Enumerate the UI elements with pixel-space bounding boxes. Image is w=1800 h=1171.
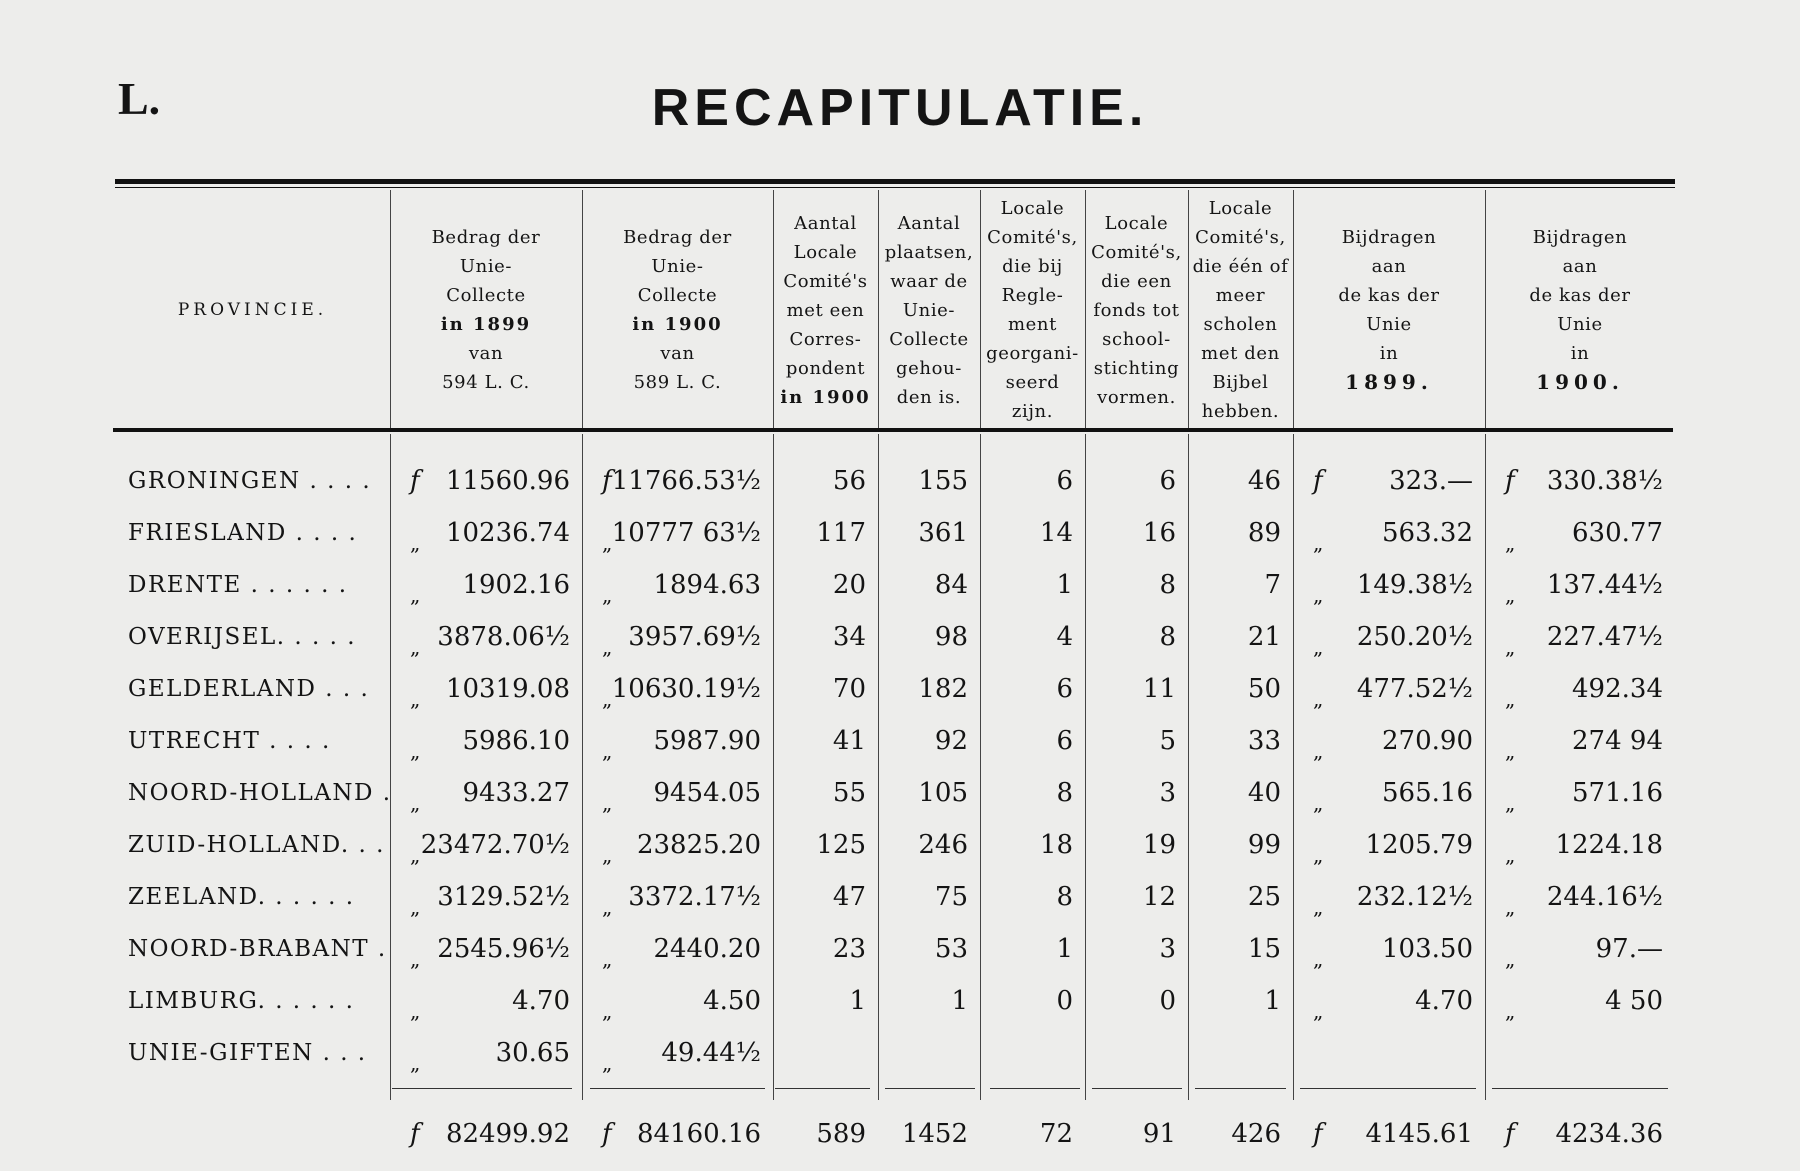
cell-c1899: 11560.96 [445, 466, 570, 496]
ditto-mark: „ [602, 687, 613, 711]
column-divider [1293, 190, 1294, 428]
table-row [0, 611, 1800, 663]
cell-b1899: 477.52½ [1356, 674, 1473, 704]
header-line: die een [1101, 270, 1172, 292]
cell-correspondent: 125 [816, 830, 866, 860]
header-line: in 1900 [780, 386, 871, 408]
table-row [0, 975, 1800, 1027]
cell-plaatsen: 361 [918, 518, 968, 548]
cell-plaatsen: 92 [934, 726, 968, 756]
cell-reglement: 72 [1039, 1119, 1073, 1149]
ditto-mark: „ [602, 739, 613, 763]
province-name: UNIE-GIFTEN . . . [128, 1040, 367, 1066]
currency-symbol: f [410, 1119, 420, 1149]
header-line: Bijbel [1212, 372, 1269, 393]
header-line: hebben. [1201, 401, 1280, 422]
header-line: Bedrag der [431, 227, 541, 248]
header-line: school- [1102, 328, 1171, 350]
cell-b1899: 103.50 [1382, 934, 1473, 964]
cell-correspondent: 117 [816, 518, 866, 548]
cell-plaatsen: 246 [918, 830, 968, 860]
header-line: Unie- [459, 256, 513, 277]
header-comites-scholen [1188, 195, 1293, 425]
total-underline [990, 1088, 1080, 1089]
header-line: den is. [896, 386, 962, 408]
currency-symbol: f [1505, 1119, 1515, 1149]
province-name: ZEELAND. . . . . . [128, 884, 355, 910]
cell-correspondent: 47 [832, 882, 866, 912]
header-line: 1900. [1536, 370, 1624, 394]
ditto-mark: „ [1505, 843, 1516, 867]
ditto-mark: „ [602, 895, 613, 919]
section-letter: L. [118, 73, 161, 124]
header-line: Regle- [1001, 285, 1064, 306]
column-divider [980, 434, 981, 1100]
ditto-mark: „ [410, 583, 421, 607]
province-name: DRENTE . . . . . . [128, 572, 348, 598]
cell-fonds: 91 [1142, 1119, 1176, 1149]
header-line: pondent [785, 357, 866, 379]
cell-reglement: 6 [1056, 466, 1073, 496]
cell-c1899: 10319.08 [445, 674, 570, 704]
cell-b1899: 4145.61 [1365, 1119, 1473, 1149]
cell-c1900: 3957.69½ [628, 622, 761, 652]
header-comites-fonds [1085, 195, 1188, 425]
cell-fonds: 8 [1159, 622, 1176, 652]
header-line: Bedrag der [623, 227, 732, 248]
currency-symbol: f [1313, 1119, 1323, 1149]
cell-b1899: 250.20½ [1356, 622, 1473, 652]
ditto-mark: „ [1313, 531, 1324, 555]
ditto-mark: „ [1505, 687, 1516, 711]
cell-plaatsen: 75 [934, 882, 968, 912]
cell-b1900: 630.77 [1572, 518, 1663, 548]
cell-correspondent: 56 [832, 466, 866, 496]
header-line: Aantal [897, 212, 961, 234]
header-provincie [115, 195, 390, 425]
ditto-mark: „ [1313, 843, 1324, 867]
cell-b1899: 4.70 [1415, 986, 1473, 1016]
cell-fonds: 3 [1159, 934, 1176, 964]
ditto-mark: „ [410, 1051, 421, 1075]
ditto-mark: „ [1505, 531, 1516, 555]
header-line: vormen. [1097, 386, 1176, 408]
header-line: de kas der [1338, 285, 1440, 306]
column-divider [390, 434, 391, 1100]
cell-plaatsen: 1452 [901, 1119, 968, 1149]
column-divider [1188, 190, 1189, 428]
cell-correspondent: 34 [832, 622, 866, 652]
province-name: GELDERLAND . . . [128, 676, 370, 702]
header-rule [113, 428, 1673, 432]
ditto-mark: „ [1505, 635, 1516, 659]
ditto-mark: „ [1505, 999, 1516, 1023]
cell-b1899: 270.90 [1382, 726, 1473, 756]
ditto-mark: „ [602, 843, 613, 867]
table-row [0, 923, 1800, 975]
cell-b1899: 149.38½ [1356, 570, 1473, 600]
cell-c1900: 23825.20 [636, 830, 761, 860]
cell-c1900: 9454.05 [653, 778, 761, 808]
cell-correspondent: 20 [832, 570, 866, 600]
cell-reglement: 14 [1039, 518, 1073, 548]
header-line: Unie- [902, 299, 956, 321]
cell-b1900: 244.16½ [1546, 882, 1663, 912]
ditto-mark: „ [602, 635, 613, 659]
column-divider [1485, 190, 1486, 428]
header-line: Collecte [889, 328, 969, 350]
cell-c1900: 4.50 [703, 986, 761, 1016]
header-provincie-label: PROVINCIE. [177, 299, 328, 320]
header-line: aan [1562, 256, 1598, 277]
cell-b1899: 563.32 [1382, 518, 1473, 548]
cell-scholen: 426 [1231, 1119, 1281, 1149]
province-name: NOORD-BRABANT . [128, 936, 387, 962]
header-bijdragen-1900 [1485, 195, 1675, 425]
table-row [0, 871, 1800, 923]
header-line: 594 L. C. [442, 372, 530, 393]
province-name: LIMBURG. . . . . . [128, 988, 355, 1014]
header-line: Bijdragen [1341, 227, 1437, 248]
ditto-mark: „ [602, 583, 613, 607]
cell-c1899: 23472.70½ [420, 830, 570, 860]
ditto-mark: „ [1313, 895, 1324, 919]
header-collecte-1900 [582, 195, 773, 425]
header-bijdragen-1899 [1293, 195, 1485, 425]
currency-symbol: f [1505, 466, 1515, 496]
ditto-mark: „ [602, 791, 613, 815]
cell-plaatsen: 105 [918, 778, 968, 808]
cell-plaatsen: 155 [918, 466, 968, 496]
header-line: fonds tot [1093, 299, 1180, 321]
ditto-mark: „ [602, 531, 613, 555]
total-underline [885, 1088, 975, 1089]
header-line: Locale [1104, 212, 1169, 234]
ditto-mark: „ [1313, 583, 1324, 607]
total-underline [775, 1088, 870, 1089]
header-line: die bij [1002, 256, 1063, 277]
table-row [0, 1027, 1800, 1079]
header-line: ment [1008, 314, 1057, 335]
cell-b1900: 227.47½ [1546, 622, 1663, 652]
ditto-mark: „ [410, 531, 421, 555]
cell-scholen: 89 [1247, 518, 1281, 548]
cell-scholen [1188, 1027, 1281, 1079]
cell-b1899: 232.12½ [1356, 882, 1473, 912]
cell-scholen: 40 [1247, 778, 1281, 808]
header-line: stichting [1093, 357, 1180, 379]
header-line: Bijdragen [1532, 227, 1628, 248]
table-row [0, 455, 1800, 507]
cell-c1899: 30.65 [495, 1038, 570, 1068]
ditto-mark: „ [1505, 791, 1516, 815]
cell-scholen: 21 [1247, 622, 1281, 652]
ditto-mark: „ [1313, 791, 1324, 815]
header-line: Locale [1208, 198, 1273, 219]
cell-reglement: 8 [1056, 778, 1073, 808]
ditto-mark: „ [410, 843, 421, 867]
column-divider [582, 434, 583, 1100]
cell-fonds [1085, 1027, 1176, 1079]
header-line: meer [1215, 285, 1266, 306]
ditto-mark: „ [1313, 947, 1324, 971]
cell-fonds: 16 [1142, 518, 1176, 548]
ditto-mark: „ [410, 895, 421, 919]
ditto-mark: „ [410, 687, 421, 711]
ditto-mark: „ [1313, 739, 1324, 763]
header-line: plaatsen, [884, 241, 974, 263]
cell-c1899: 5986.10 [462, 726, 570, 756]
cell-c1899: 82499.92 [445, 1119, 570, 1149]
ditto-mark: „ [1505, 583, 1516, 607]
column-divider [773, 434, 774, 1100]
cell-plaatsen: 98 [934, 622, 968, 652]
column-divider [1293, 434, 1294, 1100]
header-line: 589 L. C. [633, 372, 722, 393]
header-line: gehou- [896, 357, 962, 379]
header-plaatsen [878, 195, 980, 425]
cell-b1899 [1293, 1027, 1473, 1079]
cell-b1899: 323.— [1389, 466, 1473, 496]
cell-c1900: 10630.19½ [611, 674, 761, 704]
cell-c1900: 84160.16 [636, 1119, 761, 1149]
header-line: Comité's, [1091, 241, 1182, 263]
table-row [0, 507, 1800, 559]
header-line: in [1570, 343, 1590, 364]
cell-scholen: 7 [1264, 570, 1281, 600]
header-line: Unie [1366, 314, 1412, 335]
header-line: Collecte [637, 285, 718, 306]
header-line: Locale [793, 241, 858, 263]
ditto-mark: „ [1505, 895, 1516, 919]
header-line: 1899. [1345, 370, 1433, 394]
ditto-mark: „ [410, 739, 421, 763]
province-name: NOORD-HOLLAND . [128, 780, 392, 806]
total-underline [1300, 1088, 1476, 1089]
header-collecte-1899 [390, 195, 582, 425]
currency-symbol: f [602, 466, 612, 496]
cell-c1899: 1902.16 [462, 570, 570, 600]
cell-scholen: 33 [1247, 726, 1281, 756]
ditto-mark: „ [410, 999, 421, 1023]
total-underline [590, 1088, 765, 1089]
column-divider [1085, 434, 1086, 1100]
ditto-mark: „ [410, 947, 421, 971]
ditto-mark: „ [1313, 687, 1324, 711]
ditto-mark: „ [602, 999, 613, 1023]
cell-reglement: 18 [1039, 830, 1073, 860]
total-underline [1092, 1088, 1182, 1089]
cell-b1900 [1485, 1027, 1663, 1079]
cell-scholen: 15 [1247, 934, 1281, 964]
table-row [0, 715, 1800, 767]
ditto-mark: „ [410, 635, 421, 659]
cell-b1900: 137.44½ [1546, 570, 1663, 600]
ditto-mark: „ [602, 947, 613, 971]
header-line: in [1379, 343, 1399, 364]
header-comites-correspondent [773, 195, 878, 425]
header-line: Corres- [789, 328, 862, 350]
header-line: Unie- [651, 256, 704, 277]
cell-fonds: 19 [1142, 830, 1176, 860]
cell-correspondent [773, 1027, 866, 1079]
table-row [0, 663, 1800, 715]
cell-b1900: 4234.36 [1555, 1119, 1663, 1149]
cell-c1900: 1894.63 [653, 570, 761, 600]
header-line: van [468, 343, 504, 364]
header-line: Aantal [794, 212, 857, 234]
cell-reglement: 1 [1056, 934, 1073, 964]
cell-c1899: 3129.52½ [437, 882, 570, 912]
total-underline [1195, 1088, 1286, 1089]
table-row [0, 819, 1800, 871]
cell-scholen: 99 [1247, 830, 1281, 860]
cell-c1900: 5987.90 [653, 726, 761, 756]
cell-b1900: 571.16 [1572, 778, 1663, 808]
currency-symbol: f [602, 1119, 612, 1149]
header-line: georgani- [986, 343, 1079, 364]
cell-b1899: 565.16 [1382, 778, 1473, 808]
cell-correspondent: 70 [832, 674, 866, 704]
currency-symbol: f [1313, 466, 1323, 496]
column-divider [878, 434, 879, 1100]
cell-c1899: 4.70 [512, 986, 570, 1016]
top-rule [115, 179, 1675, 188]
cell-plaatsen: 84 [934, 570, 968, 600]
column-divider [1085, 190, 1086, 428]
cell-c1900: 10777 63½ [611, 518, 761, 548]
cell-correspondent: 23 [832, 934, 866, 964]
column-divider [773, 190, 774, 428]
cell-correspondent: 589 [816, 1119, 866, 1149]
ditto-mark: „ [1505, 739, 1516, 763]
header-line: van [660, 343, 695, 364]
cell-b1900: 492.34 [1572, 674, 1663, 704]
cell-fonds: 0 [1159, 986, 1176, 1016]
totals-row [0, 1108, 1800, 1160]
cell-fonds: 5 [1159, 726, 1176, 756]
ditto-mark: „ [1313, 999, 1324, 1023]
header-line: Comité's, [1195, 227, 1286, 248]
cell-reglement: 0 [1056, 986, 1073, 1016]
header-line: seerd [1005, 372, 1060, 393]
total-underline [392, 1088, 572, 1089]
cell-reglement: 6 [1056, 674, 1073, 704]
table-row [0, 767, 1800, 819]
currency-symbol: f [410, 466, 420, 496]
cell-c1899: 9433.27 [462, 778, 570, 808]
cell-c1900: 11766.53½ [611, 466, 761, 496]
cell-c1900: 3372.17½ [628, 882, 761, 912]
cell-b1900: 4 50 [1605, 986, 1663, 1016]
cell-scholen: 46 [1247, 466, 1281, 496]
header-line: met den [1201, 343, 1280, 364]
cell-b1900: 1224.18 [1555, 830, 1663, 860]
header-line: scholen [1203, 314, 1278, 335]
column-divider [1485, 434, 1486, 1100]
cell-c1899: 3878.06½ [437, 622, 570, 652]
cell-fonds: 12 [1142, 882, 1176, 912]
header-line: zijn. [1011, 401, 1054, 422]
column-divider [878, 190, 879, 428]
cell-reglement: 8 [1056, 882, 1073, 912]
province-name: OVERIJSEL. . . . . [128, 624, 357, 650]
cell-b1899: 1205.79 [1365, 830, 1473, 860]
cell-scholen: 50 [1247, 674, 1281, 704]
header-comites-reglement [980, 195, 1085, 425]
cell-scholen: 25 [1247, 882, 1281, 912]
header-line: waar de [890, 270, 968, 292]
column-divider [582, 190, 583, 428]
ditto-mark: „ [602, 1051, 613, 1075]
cell-b1900: 330.38½ [1546, 466, 1663, 496]
cell-c1899: 10236.74 [445, 518, 570, 548]
cell-correspondent: 1 [849, 986, 866, 1016]
cell-plaatsen: 182 [918, 674, 968, 704]
province-name: GRONINGEN . . . . [128, 468, 372, 494]
total-underline [1492, 1088, 1668, 1089]
header-line: de kas der [1529, 285, 1631, 306]
cell-c1900: 2440.20 [653, 934, 761, 964]
header-line: Unie [1557, 314, 1603, 335]
ditto-mark: „ [1313, 635, 1324, 659]
header-line: aan [1371, 256, 1407, 277]
cell-reglement: 1 [1056, 570, 1073, 600]
header-line: Comité's, [987, 227, 1078, 248]
header-line: in 1900 [632, 314, 723, 335]
column-divider [390, 190, 391, 428]
ditto-mark: „ [410, 791, 421, 815]
header-line: Locale [1000, 198, 1065, 219]
ditto-mark: „ [1505, 947, 1516, 971]
table-row [0, 559, 1800, 611]
cell-plaatsen [878, 1027, 968, 1079]
header-line: met een [786, 299, 865, 321]
cell-fonds: 3 [1159, 778, 1176, 808]
cell-fonds: 6 [1159, 466, 1176, 496]
cell-reglement: 6 [1056, 726, 1073, 756]
column-divider [1188, 434, 1189, 1100]
cell-reglement: 4 [1056, 622, 1073, 652]
cell-plaatsen: 1 [951, 986, 968, 1016]
page-title: RECAPITULATIE. [651, 79, 1149, 137]
column-divider [980, 190, 981, 428]
cell-reglement [980, 1027, 1073, 1079]
header-line: in 1899 [440, 314, 532, 335]
cell-c1900: 49.44½ [661, 1038, 761, 1068]
header-line: die één of [1192, 256, 1289, 277]
cell-correspondent: 41 [832, 726, 866, 756]
province-name: FRIESLAND . . . . [128, 520, 358, 546]
cell-plaatsen: 53 [934, 934, 968, 964]
province-name: ZUID-HOLLAND. . . [128, 832, 385, 858]
cell-correspondent: 55 [832, 778, 866, 808]
cell-b1900: 97.— [1595, 934, 1663, 964]
cell-fonds: 8 [1159, 570, 1176, 600]
cell-scholen: 1 [1264, 986, 1281, 1016]
header-line: Collecte [446, 285, 526, 306]
province-name: UTRECHT . . . . [128, 728, 331, 754]
cell-fonds: 11 [1142, 674, 1176, 704]
header-line: Comité's [783, 270, 868, 292]
cell-c1899: 2545.96½ [437, 934, 570, 964]
cell-b1900: 274 94 [1572, 726, 1663, 756]
